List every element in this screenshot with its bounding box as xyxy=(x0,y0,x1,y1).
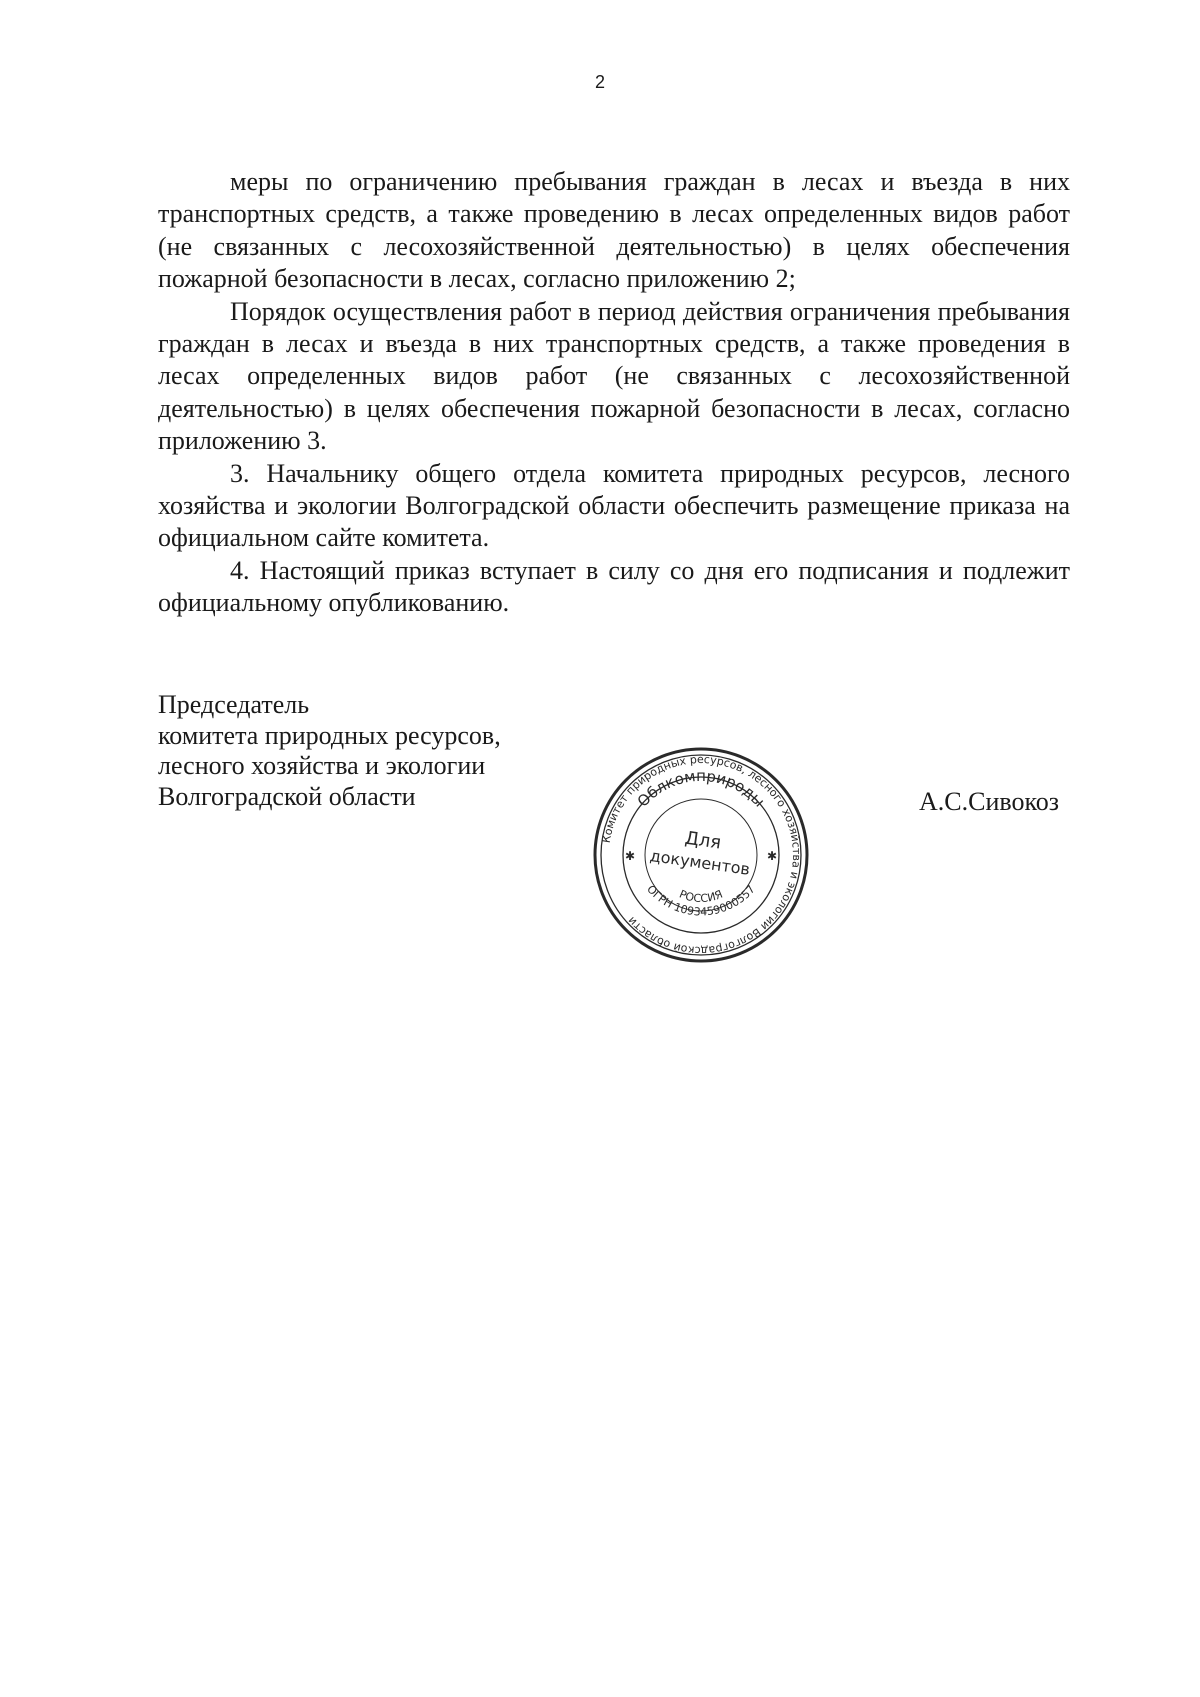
page-number: 2 xyxy=(594,72,605,92)
signer-title-line: Председатель xyxy=(158,690,310,719)
stamp-center-line-1: Для xyxy=(683,827,723,854)
signer-title-line: лесного хозяйства и экологии xyxy=(158,751,486,780)
signer-name: А.С.Сивокоз xyxy=(919,787,1060,816)
stamp-inner-text: Облкомприроды xyxy=(633,766,769,811)
stamp-ogrn: ОГРН 1093459000557 xyxy=(644,882,758,919)
stamp-center-line-2: документов xyxy=(648,845,752,879)
stamp-country: РОССИЯ xyxy=(677,887,725,906)
official-stamp xyxy=(590,744,812,966)
signer-title-line: Волгоградской области xyxy=(158,781,416,811)
stamp-outer-text: Комитет природных ресурсов, лесного хозяйства и экологии Волгоградской области xyxy=(599,752,804,958)
paragraph-work-order: Порядок осуществления работ в период действия ограничения пребывания граждан в лесах и въезда в них транспортных средств, а также проведения в лесах определенных видов работ (не связанных с лесохозяйственной деятельностью) в целях обеспечения пожарной безопасности в лесах, согласно приложению 3. xyxy=(158,296,1070,456)
paragraph-item-3: 3. Начальнику общего отдела комитета природных ресурсов, лесного хозяйства и экологии Волгоградской области обеспечить размещение приказа на официальном сайте комитета. xyxy=(158,458,1070,553)
signer-title-block xyxy=(158,690,501,812)
paragraph-measures: меры по ограничению пребывания граждан в лесах и въезда в них транспортных средств, а также проведению в лесах определенных видов работ (не связанных с лесохозяйственной деятельностью) в целях обеспечения пожарной безопасности в лесах, согласно приложению 2; xyxy=(158,167,1070,294)
document-body xyxy=(158,166,1070,620)
stamp-star-left-icon: ✱ xyxy=(624,849,636,863)
signer-title-line: комитета природных ресурсов, xyxy=(158,720,501,750)
paragraph-item-4: 4. Настоящий приказ вступает в силу со дня его подписания и подлежит официальному опубликованию. xyxy=(158,555,1070,618)
stamp-star-right-icon: ✱ xyxy=(766,849,778,863)
